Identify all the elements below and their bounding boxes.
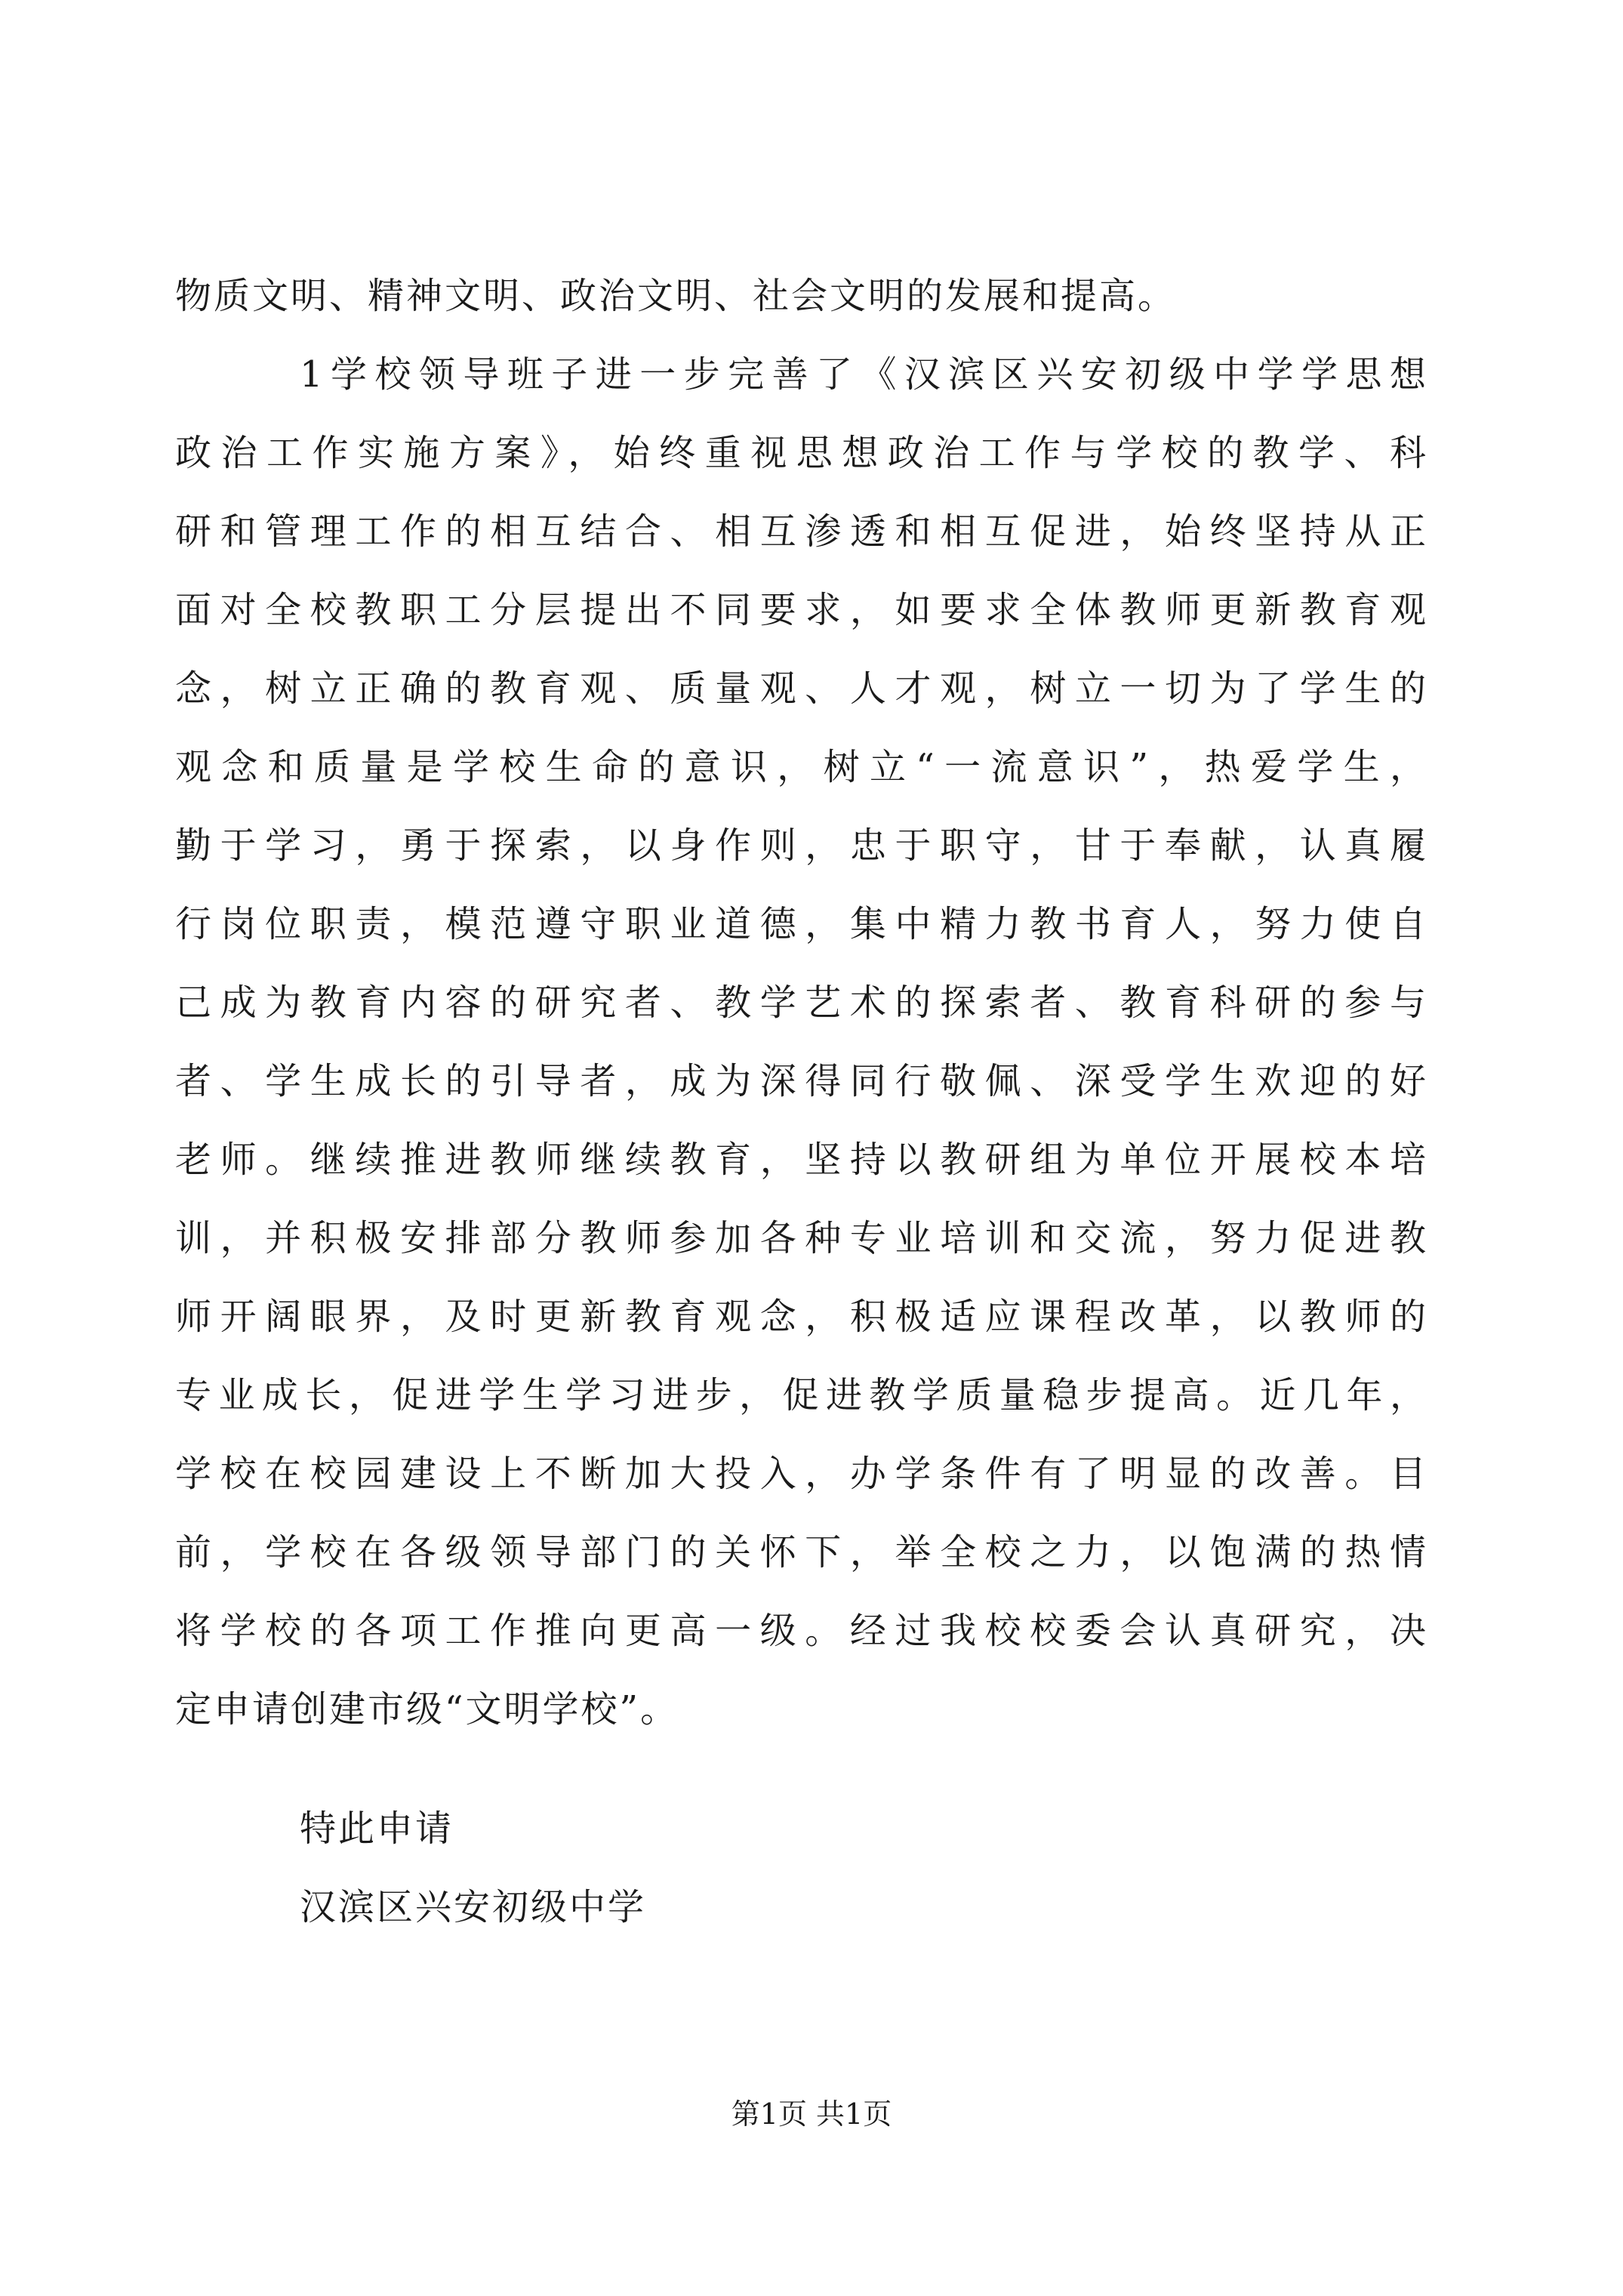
body-line: 面对全校教职工分层提出不同要求，如要求全体教师更新教育观 xyxy=(175,589,1428,631)
body-line: 训，并积极安排部分教师参加各种专业培训和交流，努力促进教 xyxy=(175,1217,1428,1259)
body-line: 者、学生成长的引导者，成为深得同行敬佩、深受学生欢迎的好 xyxy=(175,1060,1428,1102)
body-line: 政治工作实施方案》，始终重视思想政治工作与学校的教学、科 xyxy=(175,432,1428,474)
body-line: 老师。继续推进教师继续教育，坚持以教研组为单位开展校本培 xyxy=(175,1139,1428,1181)
body-line: 定申请创建市级“文明学校”。 xyxy=(175,1688,679,1730)
closing-block xyxy=(175,1789,1428,1946)
body-line: 观念和质量是学校生命的意识，树立“一流意识”，热爱学生， xyxy=(175,746,1428,788)
body-line: 将学校的各项工作推向更高一级。经过我校校委会认真研究，决 xyxy=(175,1610,1428,1652)
body-line: 物质文明、精神文明、政治文明、社会文明的发展和提高。 xyxy=(175,275,1177,317)
body-line: 行岗位职责，模范遵守职业道德，集中精力教书育人，努力使自 xyxy=(175,903,1428,945)
body-line: 念，树立正确的教育观、质量观、人才观，树立一切为了学生的 xyxy=(175,667,1428,710)
signature: 汉滨区兴安初级中学 xyxy=(300,1886,647,1928)
body-line: 勤于学习，勇于探索，以身作则，忠于职守，甘于奉献，认真履 xyxy=(175,824,1428,867)
body-line: 专业成长，促进学生学习进步，促进教学质量稳步提高。近几年， xyxy=(175,1374,1428,1416)
body-line: 1学校领导班子进一步完善了《汉滨区兴安初级中学学思想 xyxy=(300,353,1428,396)
page-footer: 第1页 共1页 xyxy=(731,2097,892,2131)
document-body xyxy=(175,257,1428,1749)
body-line: 研和管理工作的相互结合、相互渗透和相互促进，始终坚持从正 xyxy=(175,510,1428,553)
closing-request: 特此申请 xyxy=(300,1808,454,1850)
body-line: 前，学校在各级领导部门的关怀下，举全校之力，以饱满的热情 xyxy=(175,1531,1428,1573)
body-line: 己成为教育内容的研究者、教学艺术的探索者、教育科研的参与 xyxy=(175,982,1428,1024)
body-line: 师开阔眼界，及时更新教育观念，积极适应课程改革，以教师的 xyxy=(175,1296,1428,1338)
body-line: 学校在校园建设上不断加大投入，办学条件有了明显的改善。目 xyxy=(175,1453,1428,1495)
